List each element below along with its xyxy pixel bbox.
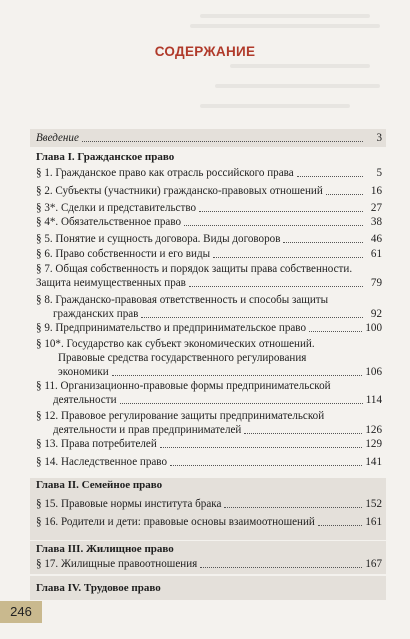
- toc-entry-label: § 4*. Обязательственное право: [36, 216, 182, 228]
- dot-leader: [160, 447, 363, 448]
- toc-entry[interactable]: [36, 379, 382, 407]
- toc-entry[interactable]: [36, 321, 382, 335]
- toc-entry-label-cont: деятельности: [53, 394, 117, 406]
- toc-page-number: 167: [365, 558, 382, 570]
- toc-entry[interactable]: [36, 262, 382, 290]
- toc-page-number: 46: [370, 233, 382, 245]
- bleed-through-line: [200, 14, 370, 18]
- toc-entry[interactable]: [36, 455, 382, 469]
- toc-page-number: 141: [365, 456, 382, 468]
- toc-entry-label: § 6. Право собственности и его виды: [36, 248, 211, 260]
- bleed-through-line: [215, 84, 380, 88]
- toc-entry-label-cont: гражданских прав: [53, 308, 139, 320]
- dot-leader: [82, 141, 363, 142]
- toc-entry-label: § 15. Правовые нормы института брака: [36, 498, 222, 510]
- toc-entry-label: § 14. Наследственное право: [36, 456, 168, 468]
- bleed-through-line: [190, 24, 380, 28]
- toc-page-number: 27: [370, 202, 382, 214]
- dot-leader: [141, 317, 363, 318]
- toc-page-number: 3: [376, 132, 382, 144]
- toc-entry-label: § 17. Жилищные правоотношения: [36, 558, 198, 570]
- dot-leader: [224, 507, 362, 508]
- toc-page-number: 106: [365, 366, 382, 378]
- toc-page-number: 114: [365, 394, 382, 406]
- dot-leader: [326, 194, 363, 195]
- toc-entry-label: § 12. Правовое регулирование защиты предпринимательской: [36, 410, 325, 422]
- toc-entry[interactable]: [36, 337, 382, 379]
- dot-leader: [120, 403, 363, 404]
- chapter-heading: Глава IV. Трудовое право: [36, 582, 161, 594]
- toc-entry[interactable]: [36, 515, 382, 529]
- toc-entry-label: § 2. Субъекты (участники) гражданско-правовых отношений: [36, 185, 323, 197]
- toc-entry[interactable]: [36, 247, 382, 261]
- toc-entry[interactable]: [36, 437, 382, 451]
- dot-leader: [184, 225, 363, 226]
- toc-entry-label: § 5. Понятие и сущность договора. Виды договоров: [36, 233, 281, 245]
- dot-leader: [309, 331, 362, 332]
- dot-leader: [244, 433, 362, 434]
- toc-entry-label: § 7. Общая собственность и порядок защиты права собственности.: [36, 263, 353, 275]
- toc-entry-label: § 11. Организационно-правовые формы предпринимательской: [36, 380, 331, 392]
- toc-entry[interactable]: [36, 293, 382, 321]
- dot-leader: [318, 525, 362, 526]
- toc-entry[interactable]: [36, 232, 382, 246]
- toc-entry[interactable]: [36, 409, 382, 437]
- toc-entry-intro[interactable]: [36, 131, 382, 145]
- dot-leader: [297, 176, 363, 177]
- toc-entry-label: Введение: [36, 132, 79, 144]
- dot-leader: [283, 242, 363, 243]
- toc-entry[interactable]: [36, 201, 382, 215]
- toc-page-number: 100: [365, 322, 382, 334]
- toc-entry-label-cont: экономики: [58, 366, 109, 378]
- toc-entry[interactable]: [36, 166, 382, 180]
- toc-entry-label: § 9. Предпринимательство и предпринимательское право: [36, 322, 306, 334]
- toc-entry[interactable]: [36, 557, 382, 571]
- bleed-through-line: [200, 104, 350, 108]
- page-number-tab: 246: [0, 601, 42, 623]
- dot-leader: [112, 375, 363, 376]
- toc-page-number: 79: [370, 277, 382, 289]
- toc-page-number: 126: [365, 424, 382, 436]
- dot-leader: [200, 567, 362, 568]
- toc-entry-label-cont: Правовые средства государственного регулирования: [58, 352, 307, 364]
- dot-leader: [170, 465, 362, 466]
- page-title: СОДЕРЖАНИЕ: [154, 44, 256, 59]
- toc-page-number: 5: [376, 167, 382, 179]
- toc-page-number: 152: [365, 498, 382, 510]
- toc-entry-label-cont: деятельности и прав предпринимателей: [53, 424, 242, 436]
- toc-page-number: 161: [365, 516, 382, 528]
- toc-entry[interactable]: [36, 184, 382, 198]
- toc-entry[interactable]: [36, 497, 382, 511]
- toc-entry-label-cont: Защита неимущественных прав: [36, 277, 186, 289]
- toc-page-number: 61: [370, 248, 382, 260]
- toc-entry-label: § 1. Гражданское право как отрасль российского права: [36, 167, 294, 179]
- chapter-heading: Глава II. Семейное право: [36, 479, 163, 491]
- chapter-heading: Глава III. Жилищное право: [36, 543, 174, 555]
- dot-leader: [213, 257, 363, 258]
- toc-entry-label: § 10*. Государство как субъект экономических отношений.: [36, 338, 315, 350]
- toc-page-number: 92: [370, 308, 382, 320]
- toc-entry[interactable]: [36, 215, 382, 229]
- dot-leader: [189, 286, 363, 287]
- bleed-through-line: [230, 64, 370, 68]
- toc-page-number: 129: [365, 438, 382, 450]
- dot-leader: [199, 211, 363, 212]
- toc-entry-label: § 13. Права потребителей: [36, 438, 157, 450]
- toc-page-number: 38: [370, 216, 382, 228]
- toc-page-number: 16: [370, 185, 382, 197]
- toc-entry-label: § 3*. Сделки и представительство: [36, 202, 197, 214]
- toc-entry-label: § 16. Родители и дети: правовые основы взаимоотношений: [36, 516, 315, 528]
- toc-entry-label: § 8. Гражданско-правовая ответственность и способы защиты: [36, 294, 329, 306]
- chapter-heading: Глава I. Гражданское право: [36, 151, 175, 163]
